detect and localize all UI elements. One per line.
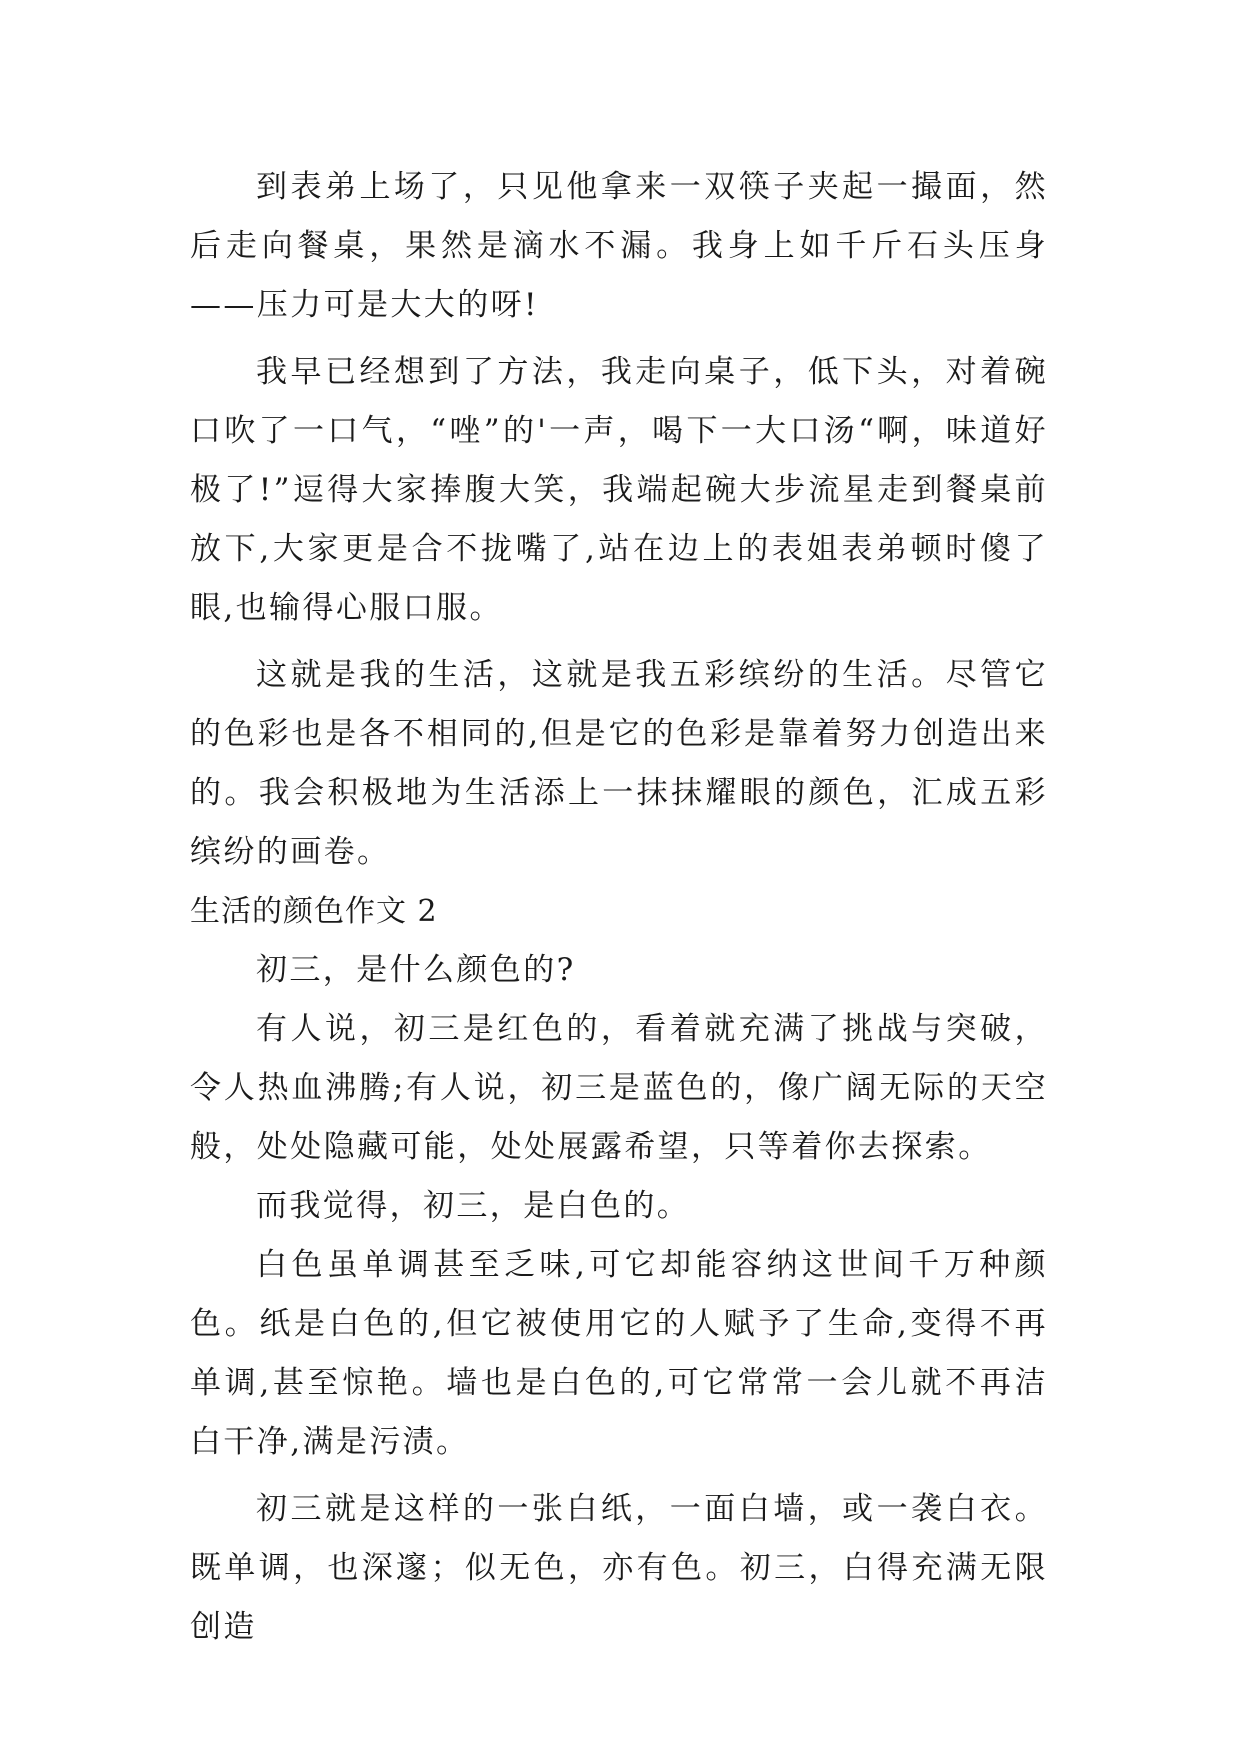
paragraph-2: 我早已经想到了方法，我走向桌子，低下头，对着碗口吹了一口气，“唑”的'一声，喝下一大口汤“啊，味道好极了!”逗得大家捧腹大笑，我端起碗大步流星走到餐桌前放下,大家更是合不拢嘴了,站在边上的表姐表弟顿时傻了眼,也输得心服口服。 <box>190 354 1048 626</box>
paragraph-4: 初三，是什么颜色的? <box>256 952 576 988</box>
section-title: 生活的颜色作文 2 <box>190 894 438 929</box>
paragraph-5: 有人说，初三是红色的，看着就充满了挑战与突破，令人热血沸腾;有人说，初三是蓝色的，像广阔无际的天空般，处处隐藏可能，处处展露希望，只等着你去探索。 <box>190 1011 1048 1165</box>
paragraph-7: 白色虽单调甚至乏味,可它却能容纳这世间千万种颜色。纸是白色的,但它被使用它的人赋予了生命,变得不再单调,甚至惊艳。墙也是白色的,可它常常一会儿就不再洁白干净,满是污渍。 <box>190 1247 1048 1460</box>
paragraph-1: 到表弟上场了，只见他拿来一双筷子夹起一撮面，然后走向餐桌，果然是滴水不漏。我身上如千斤石头压身——压力可是大大的呀! <box>190 169 1048 323</box>
paragraph-6: 而我觉得，初三，是白色的。 <box>256 1188 691 1224</box>
paragraph-3: 这就是我的生活，这就是我五彩缤纷的生活。尽管它的色彩也是各不相同的,但是它的色彩是靠着努力创造出来的。我会积极地为生活添上一抹抹耀眼的颜色，汇成五彩缤纷的画卷。 <box>190 657 1048 870</box>
paragraph-8: 初三就是这样的一张白纸，一面白墙，或一袭白衣。既单调，也深邃；似无色，亦有色。初三，白得充满无限创造 <box>190 1491 1048 1645</box>
document-page <box>190 158 1048 1657</box>
